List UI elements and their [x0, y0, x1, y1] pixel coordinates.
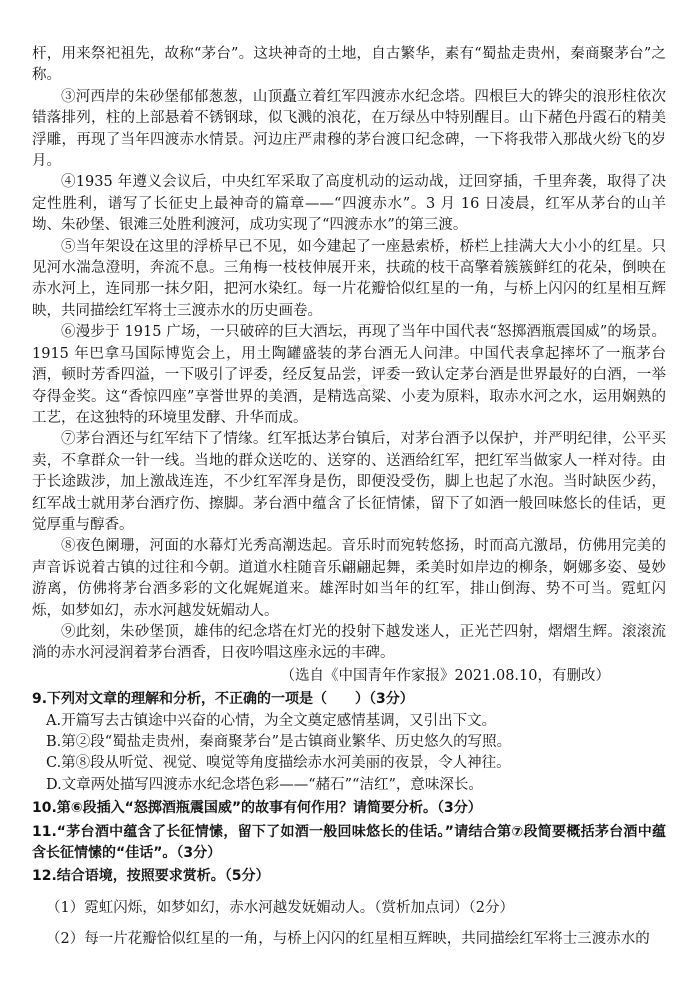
passage-paragraph-6: ⑥漫步于 1915 广场，一只破碎的巨大酒坛，再现了当年中国代表“怒掷酒瓶震国威”的场景。1915 年巴拿马国际博览会上，用土陶罐盛装的茅台酒无人问津。中国代表拿起摔坏了一瓶茅台酒，顿时芳香四溢，一下吸引了评委，经反复品尝，评委一致认定茅台酒是世界最好的白酒，一举夺得金奖。这“香惊四座”享誉世界的美酒，是精选高粱、小麦为原料，取赤水河之水，运用娴熟的工艺，在这独特的环境里发酵、升华而成。 [32, 324, 666, 426]
passage-paragraph-4: ④1935 年遵义会议后，中央红军采取了高度机动的运动战，迂回穿插，千里奔袭，取得了决定性胜利，谱写了长征史上最神奇的篇章——“四渡赤水”。3 月 16 日凌晨，红军从茅台的山羊坳、朱砂堡、银滩三处胜利渡河，成功实现了“四渡赤水”的第三渡。 [32, 174, 666, 234]
question-9-option-b: B.第②段“蜀盐走贵州，秦商聚茅台”是古镇商业繁华、历史悠久的写照。 [46, 734, 512, 750]
question-12-sub-1: （1）霓虹闪烁，如梦如幻，赤水河越发妩媚动人。（赏析加点词）（2分） [46, 899, 514, 916]
question-9-option-d: D.文章两处描写四渡赤水纪念塔色彩——“赭石”“洁红”，意味深长。 [46, 776, 483, 793]
questions-section [32, 689, 666, 950]
passage-paragraph-8: ⑧夜色阑珊，河面的水幕灯光秀高潮迭起。音乐时而宛转悠扬，时而高亢激昂，仿佛用完美的声音诉说着古镇的过往和今朝。道道水柱随音乐翩翩起舞，柔美时如岸边的柳条，婀娜多姿、曼妙游离，仿佛将茅台酒多彩的文化娓娓道来。雄浑时如当年的红军，排山倒海、势不可当。霓虹闪烁，如梦如幻，赤水河越发妩媚动人。 [32, 538, 666, 619]
reading-passage [32, 44, 666, 687]
question-9-option-a: A.开篇写去古镇途中兴奋的心情，为全文奠定感情基调，又引出下文。 [46, 712, 497, 729]
question-12-sub-2: （2）每一片花瓣恰似红星的一角，与桥上闪闪的红星相互辉映，共同描绘红军将士三渡赤水的 [46, 931, 650, 948]
question-10-stem: 10.第⑥段插入“怒掷酒瓶震国威”的故事有何作用？请简要分析。（3分） [32, 800, 482, 817]
question-11-stem: 11.“茅台酒中蕴含了长征情愫，留下了如酒一般回味悠长的佳话。”请结合第⑦段简要概括茅台酒中蕴含长征情愫的“佳话”。（3分） [32, 823, 666, 862]
question-9-option-c: C.第⑧段从听觉、视觉、嗅觉等角度描绘赤水河美丽的夜景，令人神往。 [46, 755, 511, 772]
question-12-stem: 12.结合语境，按照要求赏析。（5分） [32, 868, 270, 885]
question-9-stem: 9.下列对文章的理解和分析，不正确的一项是（ ）（3分） [32, 691, 414, 708]
passage-paragraph-continued: 杆，用来祭祀祖先，故称“茅台”。这块神奇的土地，自古繁华，素有“蜀盐走贵州，秦商聚茅台”之称。 [32, 46, 666, 84]
passage-paragraph-3: ③河西岸的朱砂堡郁郁葱葱，山顶矗立着红军四渡赤水纪念塔。四根巨大的铧尖的浪形柱依次错落排列，柱的上部悬着不锈钢球，似飞溅的浪花，在万绿丛中特别醒目。山下赭色丹霞石的精美浮雕，再现了当年四渡赤水情景。河边庄严肃穆的茅台渡口纪念碑，一下将我带入那战火纷飞的岁月。 [32, 88, 666, 170]
passage-paragraph-5: ⑤当年架设在这里的浮桥早已不见，如今建起了一座悬索桥，桥栏上挂满大大小小的红星。只见河水湍急澄明，奔流不息。三角梅一枝枝伸展开来，扶疏的枝干高擎着簇簇鲜红的花朵，倒映在赤水河上，连同那一抹夕阳，把河水染红。每一片花瓣恰似红星的一角，与桥上闪闪的红星相互辉映，共同描绘红军将士三渡赤水的历史画卷。 [32, 238, 666, 319]
source-attribution: （选自《中国青年作家报》2021.08.10，有删改） [280, 667, 610, 684]
passage-paragraph-9: ⑨此刻，朱砂堡顶，雄伟的纪念塔在灯光的投射下越发迷人，正光芒四射，熠熠生辉。滚滚流淌的赤水河浸润着茅台酒香，日夜吟唱这座永远的丰碑。 [32, 623, 666, 662]
passage-paragraph-7: ⑦茅台酒还与红军结下了情缘。红军抵达茅台镇后，对茅台酒予以保护，并严明纪律，公平买卖，不拿群众一针一线。当地的群众送吃的、送穿的、送酒给红军，把红军当做家人一样对待。由于长途跋涉，加上激战连连，不少红军浑身是伤，即便没受伤，脚上也起了水泡。当时缺医少药，红军战士就用茅台酒疗伤、擦脚。茅台酒中蕴含了长征情愫，留下了如酒一般回味悠长的佳话，更觉厚重与醇香。 [32, 431, 666, 533]
